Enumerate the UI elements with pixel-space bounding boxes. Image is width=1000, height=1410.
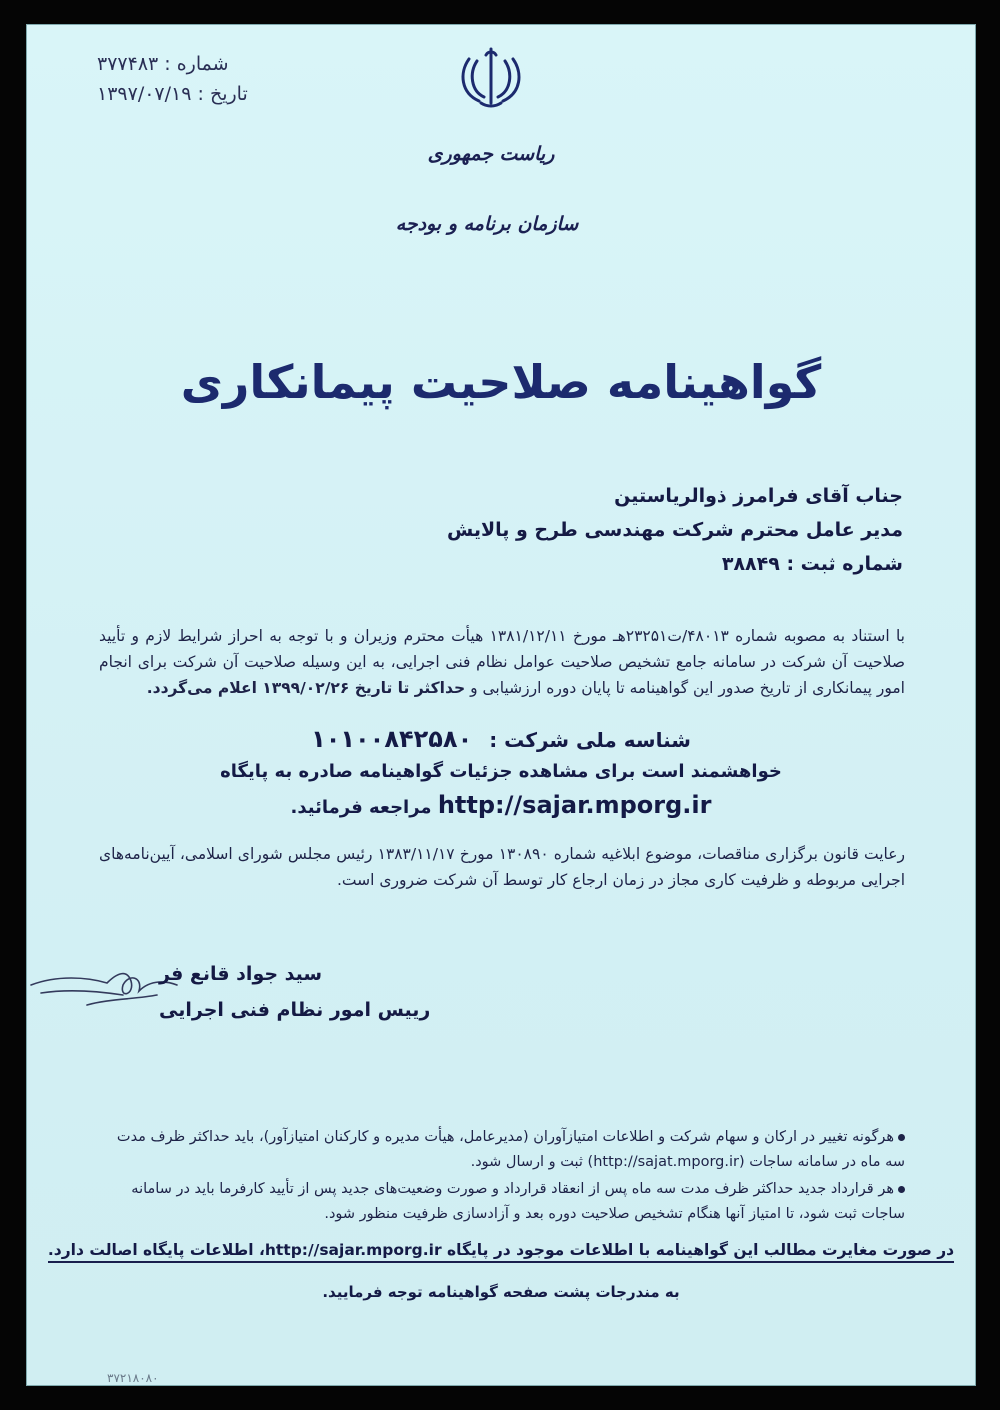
org-plan-budget: سازمان برنامه و بودجه	[395, 213, 579, 235]
letter-date-label: تاریخ :	[197, 83, 248, 105]
registration-value: ۳۸۸۴۹	[721, 553, 780, 575]
recipient-name: جناب آقای فرامرز ذوالریاستین	[614, 485, 903, 507]
recipient-position: مدیر عامل محترم شرکت مهندسی طرح و پالایش	[446, 519, 903, 541]
letter-number-label: شماره :	[164, 53, 229, 75]
site-reference	[27, 791, 975, 819]
note-item-2	[95, 1177, 905, 1227]
view-request: خواهشمند است برای مشاهده جزئیات گواهینامه صادره به پایگاه	[220, 761, 782, 782]
letter-date	[97, 83, 248, 105]
national-id	[27, 725, 975, 753]
note-item-1	[95, 1125, 905, 1175]
letter-number-value: ۳۷۷۴۸۳	[97, 53, 159, 75]
letter-date-value: ۱۳۹۷/۰۷/۱۹	[97, 83, 192, 105]
registration-number	[722, 553, 903, 575]
validity-date-text: حداکثر تا تاریخ ۱۳۹۹/۰۲/۲۶ اعلام می‌گردد.	[146, 679, 466, 697]
law-paragraph: رعایت قانون برگزاری مناقصات، موضوع ابلاغیه شماره ۱۳۰۸۹۰ مورخ ۱۳۸۳/۱۱/۱۷ رئیس مجلس شورای اسلامی، آیین‌نامه‌های اجرایی مربوطه و ظرفیت کاری مجاز در زمان ارجاع کار توسط آن شرکت ضروری است.	[99, 845, 905, 889]
back-page-note: به مندرجات پشت صفحه گواهینامه توجه فرمایید.	[322, 1283, 680, 1301]
page-title: گواهینامه صلاحیت پیمانکاری	[180, 355, 822, 409]
serial-fragment: ۳۷۲۱۸۰۸۰	[107, 1371, 159, 1385]
authenticity-warning	[27, 1241, 975, 1259]
note-text-2: هر قرارداد جدید حداکثر ظرف مدت سه ماه پس از انعقاد قرارداد و صورت وضعیت‌های جدید پس از تأیید کارفرما باید در سامانه ساجات ثبت شود، تا امتیاز آنها هنگام تشخیص صلاحیت دوره بعد و آزادسازی ظرفیت منظور شود.	[131, 1181, 905, 1222]
main-paragraph-text: با استناد به مصوبه شماره ۴۸۰۱۳/ت۲۳۲۵۱هـ مورخ ۱۳۸۱/۱۲/۱۱ هیأت محترم وزیران و با توجه به احراز شرایط لازم و تأیید صلاحیت آن شرکت در سامانه جامع تشخیص صلاحیت عوامل نظام فنی اجرایی، به این وسیله صلاحیت آن شرکت برای انجام امور پیمانکاری از تاریخ صدور این گواهینامه تا پایان دوره ارزشیابی و	[99, 627, 905, 697]
certificate-paper	[26, 24, 976, 1386]
bullet-icon	[898, 1186, 905, 1193]
letter-number	[97, 53, 229, 75]
sajar-site-link[interactable]: http://sajar.mporg.ir	[437, 791, 712, 819]
national-id-label: شناسه ملی شرکت :	[489, 728, 691, 752]
authenticity-warning-text: در صورت مغایرت مطالب این گواهینامه با اطلاعات موجود در پایگاه http://sajar.mporg.ir، اطلاعات پایگاه اصالت دارد.	[48, 1241, 954, 1263]
signatory-position: رییس امور نظام فنی اجرایی	[159, 999, 431, 1021]
bullet-icon	[898, 1134, 905, 1141]
national-id-value: ۱۰۱۰۰۸۴۲۵۸۰	[311, 725, 473, 753]
org-presidency: ریاست جمهوری	[427, 143, 555, 165]
site-suffix: مراجعه فرمائید.	[290, 797, 432, 818]
iran-emblem-icon	[451, 37, 531, 117]
registration-label: شماره ثبت :	[786, 553, 903, 575]
main-paragraph	[99, 623, 905, 701]
signatory-name: سید جواد قانع فر	[159, 963, 323, 985]
note-text-1: هرگونه تغییر در ارکان و سهام شرکت و اطلاعات امتیازآوران (مدیرعامل، هیأت مدیره و کارکنان امتیازآور)، باید حداکثر ظرف مدت سه ماه در سامانه ساجات (http://sajat.mporg.ir) ثبت و ارسال شود.	[116, 1129, 905, 1170]
